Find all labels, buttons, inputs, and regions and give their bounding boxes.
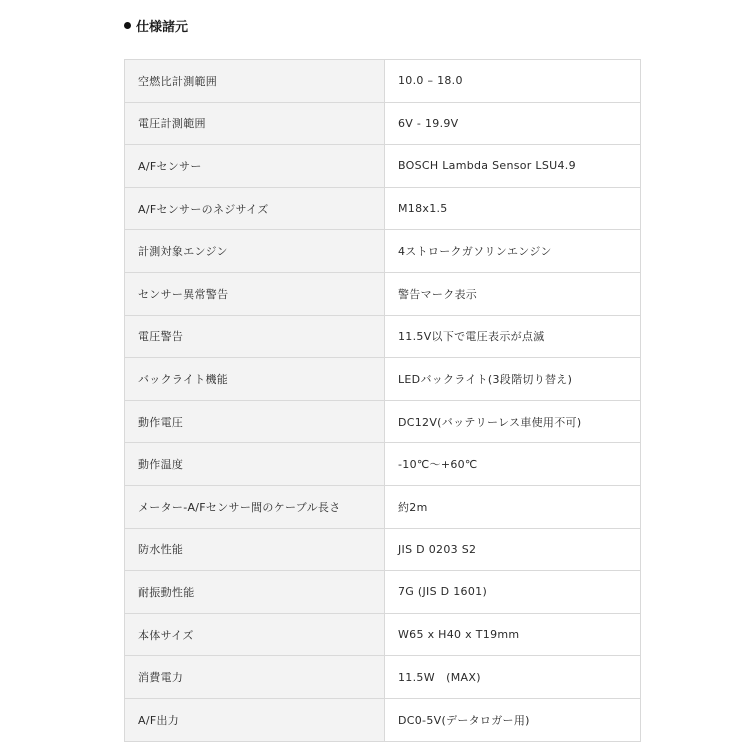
spec-value: 11.5W (MAX) [385, 656, 641, 699]
spec-label: 電圧警告 [125, 315, 385, 358]
spec-value: BOSCH Lambda Sensor LSU4.9 [385, 145, 641, 188]
spec-label: A/Fセンサーのネジサイズ [125, 187, 385, 230]
spec-value: 6V - 19.9V [385, 102, 641, 145]
table-row [125, 443, 641, 486]
spec-value: DC0-5V(データロガー用) [385, 698, 641, 741]
spec-label: メーター-A/Fセンサー間のケーブル長さ [125, 485, 385, 528]
spec-value: JIS D 0203 S2 [385, 528, 641, 571]
table-row [125, 187, 641, 230]
table-row [125, 60, 641, 103]
spec-label: 動作電圧 [125, 400, 385, 443]
spec-label: A/F出力 [125, 698, 385, 741]
spec-label: バックライト機能 [125, 358, 385, 401]
table-row [125, 656, 641, 699]
section-title: 仕様諸元 [136, 19, 189, 35]
spec-label: 耐振動性能 [125, 571, 385, 614]
spec-label: 計測対象エンジン [125, 230, 385, 273]
section-heading [124, 14, 188, 36]
spec-label: 防水性能 [125, 528, 385, 571]
bullet-icon [124, 22, 131, 29]
table-row [125, 230, 641, 273]
spec-label: センサー異常警告 [125, 272, 385, 315]
table-row [125, 315, 641, 358]
spec-value: 10.0 – 18.0 [385, 60, 641, 103]
spec-value: 4ストロークガソリンエンジン [385, 230, 641, 273]
spec-label: 空燃比計測範囲 [125, 60, 385, 103]
spec-value: W65 x H40 x T19mm [385, 613, 641, 656]
spec-table [124, 59, 641, 742]
table-row [125, 102, 641, 145]
spec-label: 電圧計測範囲 [125, 102, 385, 145]
spec-label: 本体サイズ [125, 613, 385, 656]
spec-value: LEDバックライト(3段階切り替え) [385, 358, 641, 401]
spec-label: 消費電力 [125, 656, 385, 699]
table-row [125, 145, 641, 188]
table-row [125, 571, 641, 614]
spec-value: 11.5V以下で電圧表示が点滅 [385, 315, 641, 358]
table-row [125, 613, 641, 656]
spec-label: A/Fセンサー [125, 145, 385, 188]
spec-label: 動作温度 [125, 443, 385, 486]
table-row [125, 485, 641, 528]
spec-value: M18x1.5 [385, 187, 641, 230]
spec-value: 7G (JIS D 1601) [385, 571, 641, 614]
table-row [125, 272, 641, 315]
spec-value: 約2m [385, 485, 641, 528]
table-row [125, 698, 641, 741]
table-row [125, 400, 641, 443]
spec-value: DC12V(バッテリーレス車使用不可) [385, 400, 641, 443]
spec-value: 警告マーク表示 [385, 272, 641, 315]
table-row [125, 358, 641, 401]
spec-value: -10℃～+60℃ [385, 443, 641, 486]
table-row [125, 528, 641, 571]
